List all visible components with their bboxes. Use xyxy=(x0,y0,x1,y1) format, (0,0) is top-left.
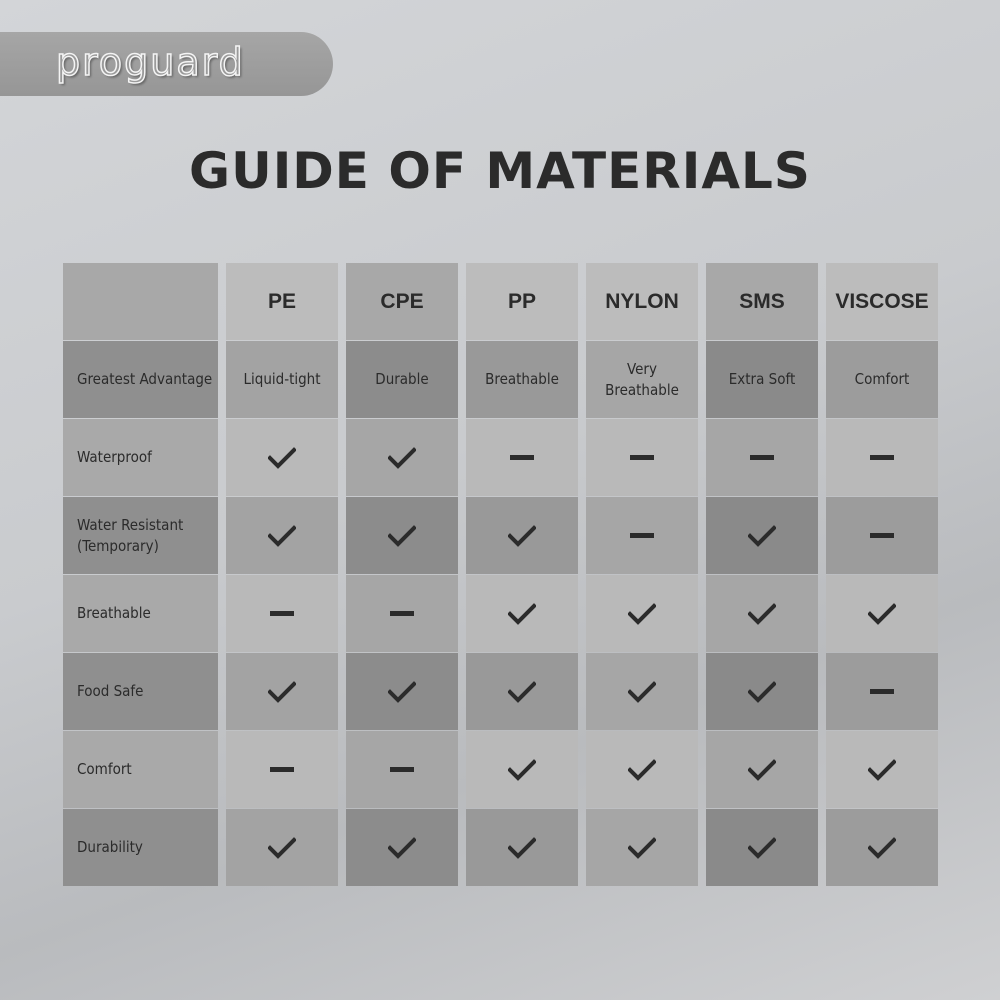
checkmark-icon xyxy=(268,525,296,547)
dash-icon xyxy=(630,533,654,539)
checkmark-icon xyxy=(748,525,776,547)
checkmark-icon xyxy=(388,837,416,859)
row-label xyxy=(63,575,218,652)
row-label xyxy=(63,653,218,730)
checkmark-icon xyxy=(268,837,296,859)
checkmark-icon xyxy=(868,837,896,859)
checkmark-icon xyxy=(268,681,296,703)
table-cell xyxy=(466,497,578,574)
checkmark-icon xyxy=(748,681,776,703)
table-cell xyxy=(586,341,698,418)
table-cell xyxy=(226,419,338,496)
dash-icon xyxy=(870,455,894,461)
checkmark-icon xyxy=(628,603,656,625)
table-cell xyxy=(826,575,938,652)
checkmark-icon xyxy=(628,759,656,781)
row-label xyxy=(63,419,218,496)
column-header-label: PE xyxy=(267,290,296,313)
checkmark-icon xyxy=(388,525,416,547)
table-cell xyxy=(466,419,578,496)
dash-icon xyxy=(270,611,294,617)
checkmark-icon xyxy=(868,759,896,781)
checkmark-icon xyxy=(508,759,536,781)
table-cell xyxy=(346,419,458,496)
table-cell xyxy=(226,809,338,886)
table-cell xyxy=(586,653,698,730)
cell-text: Durable xyxy=(375,370,429,388)
table-cell xyxy=(706,731,818,808)
table-corner-cell xyxy=(63,263,218,340)
column-header-label: PP xyxy=(507,290,536,313)
column-header xyxy=(706,263,818,340)
row-label-text: Greatest Advantage xyxy=(77,370,213,388)
dash-icon xyxy=(390,767,414,773)
dash-icon xyxy=(510,455,534,461)
table-cell xyxy=(826,341,938,418)
checkmark-icon xyxy=(508,603,536,625)
row-label-text: Waterproof xyxy=(77,448,152,466)
checkmark-icon xyxy=(628,837,656,859)
table-cell xyxy=(826,731,938,808)
dash-icon xyxy=(270,767,294,773)
table-cell xyxy=(706,809,818,886)
table-cell xyxy=(826,809,938,886)
dash-icon xyxy=(750,455,774,461)
checkmark-icon xyxy=(388,681,416,703)
table-cell xyxy=(346,575,458,652)
checkmark-icon xyxy=(868,603,896,625)
table-cell xyxy=(346,653,458,730)
table-cell xyxy=(346,341,458,418)
checkmark-icon xyxy=(268,447,296,469)
dash-icon xyxy=(630,455,654,461)
table-cell xyxy=(706,497,818,574)
table-cell xyxy=(226,341,338,418)
column-header xyxy=(346,263,458,340)
table-cell xyxy=(826,653,938,730)
dash-icon xyxy=(870,689,894,695)
table-cell xyxy=(706,653,818,730)
brand-logo: proguard xyxy=(56,40,245,84)
row-label xyxy=(63,497,218,574)
checkmark-icon xyxy=(748,837,776,859)
row-label-text: Breathable xyxy=(77,604,151,622)
row-label xyxy=(63,731,218,808)
table-cell xyxy=(226,731,338,808)
checkmark-icon xyxy=(748,759,776,781)
page-title: GUIDE OF MATERIALS xyxy=(189,142,811,200)
table-cell xyxy=(826,497,938,574)
table-cell xyxy=(706,419,818,496)
checkmark-icon xyxy=(628,681,656,703)
cell-text: Very Breathable xyxy=(605,359,679,399)
cell-text: Breathable xyxy=(485,370,559,388)
checkmark-icon xyxy=(508,525,536,547)
table-cell xyxy=(466,341,578,418)
table-cell xyxy=(226,575,338,652)
column-header-label: SMS xyxy=(739,290,785,313)
column-header-label: NYLON xyxy=(605,290,679,313)
checkmark-icon xyxy=(748,603,776,625)
checkmark-icon xyxy=(508,837,536,859)
cell-text: Extra Soft xyxy=(728,370,796,388)
table-cell xyxy=(346,809,458,886)
checkmark-icon xyxy=(508,681,536,703)
table-cell xyxy=(706,341,818,418)
table-cell xyxy=(586,419,698,496)
table-cell xyxy=(586,575,698,652)
table-cell xyxy=(226,653,338,730)
table-cell xyxy=(586,731,698,808)
cell-text: Liquid-tight xyxy=(243,370,321,388)
column-header xyxy=(466,263,578,340)
column-header xyxy=(226,263,338,340)
column-header-label: CPE xyxy=(380,290,424,313)
checkmark-icon xyxy=(388,447,416,469)
table-cell xyxy=(466,575,578,652)
table-cell xyxy=(466,809,578,886)
table-cell xyxy=(466,653,578,730)
row-label xyxy=(63,809,218,886)
row-label-text: Food Safe xyxy=(77,682,144,700)
table-cell xyxy=(586,809,698,886)
table-cell xyxy=(826,419,938,496)
column-header xyxy=(586,263,698,340)
dash-icon xyxy=(390,611,414,617)
table-cell xyxy=(226,497,338,574)
table-cell xyxy=(466,731,578,808)
row-label xyxy=(63,341,218,418)
table-cell xyxy=(586,497,698,574)
row-label-text: Durability xyxy=(77,838,143,856)
row-label-text: Comfort xyxy=(77,760,132,778)
column-header-label: VISCOSE xyxy=(835,290,929,313)
dash-icon xyxy=(870,533,894,539)
column-header xyxy=(826,263,938,340)
row-label-text: Water Resistant (Temporary) xyxy=(77,515,184,555)
table-cell xyxy=(706,575,818,652)
table-cell xyxy=(346,731,458,808)
cell-text: Comfort xyxy=(854,370,910,388)
table-cell xyxy=(346,497,458,574)
